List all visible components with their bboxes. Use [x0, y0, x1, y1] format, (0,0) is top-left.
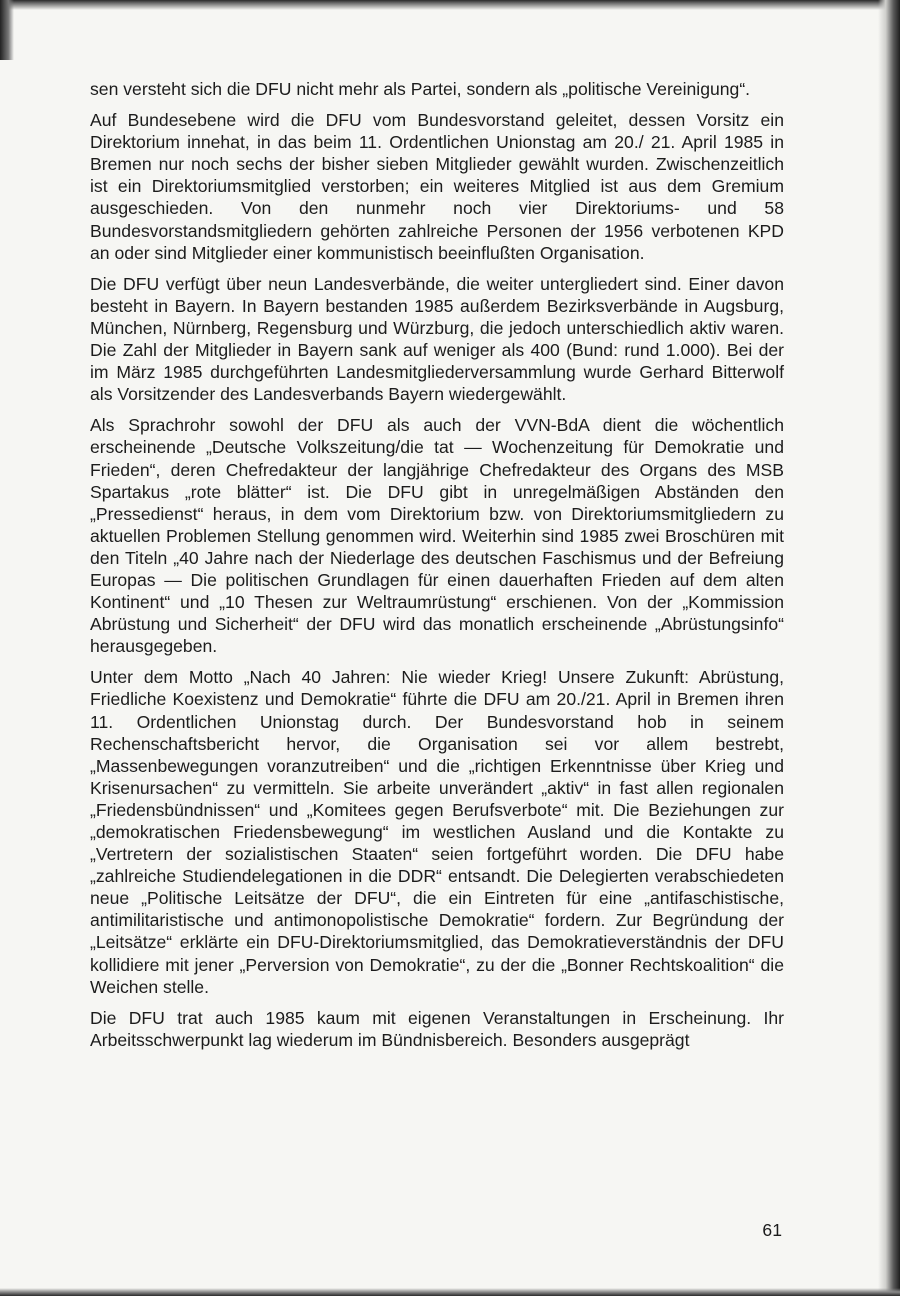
paragraph-bundesebene: Auf Bundesebene wird die DFU vom Bundesvorstand geleitet, dessen Vorsitz ein Direktorium innehat, in das beim 11. Ordentlichen Unionstag am 20./ 21. April 1985 in Bremen nur noch sechs der bisher sieben Mitglieder gewählt wurden. Zwischenzeitlich ist ein Direktoriumsmitglied verstorben; ein weiteres Mitglied ist aus dem Gremium ausgeschieden. Von den nunmehr noch vier Direktoriums- und 58 Bundesvorstandsmitgliedern gehörten zahlreiche Personen der 1956 verbotenen KPD an oder sind Mitglieder einer kommunistisch beeinflußten Organisation.	[90, 110, 784, 263]
paragraph-veranstaltungen: Die DFU trat auch 1985 kaum mit eigenen Veranstaltungen in Erscheinung. Ihr Arbeitsschwerpunkt lag wiederum im Bündnisbereich. Besonders ausgeprägt	[90, 1007, 784, 1050]
paragraph-landesverbaende: Die DFU verfügt über neun Landesverbände, die weiter untergliedert sind. Einer davon besteht in Bayern. In Bayern bestanden 1985 außerdem Bezirksverbände in Augsburg, München, Nürnberg, Regensburg und Würzburg, die jedoch unterschiedlich aktiv waren. Die Zahl der Mitglieder in Bayern sank auf weniger als 400 (Bund: rund 1.000). Bei der im März 1985 durchgeführten Landesmitgliederversammlung wurde Gerhard Bitterwolf als Vorsitzender des Landesverbands Bayern wiedergewählt.	[90, 273, 784, 405]
page-number: 61	[762, 1220, 782, 1240]
scan-shadow-bottom	[0, 1288, 900, 1296]
paragraph-continuation: sen versteht sich die DFU nicht mehr als Partei, sondern als „politische Vereinigung“.	[90, 79, 751, 99]
paragraph-sprachrohr: Als Sprachrohr sowohl der DFU als auch der VVN-BdA dient die wöchentlich erscheinende „Deutsche Volkszeitung/die tat — Wochenzeitung für Demokratie und Frieden“, deren Chefredakteur der langjährige Chefredakteur des Organs des MSB Spartakus „rote blätter“ ist. Die DFU gibt in unregelmäßigen Abständen den „Pressedienst“ heraus, in dem vom Direktorium bzw. von Direktoriumsmitgliedern zu aktuellen Problemen Stellung genommen wird. Weiterhin sind 1985 zwei Broschüren mit den Titeln „40 Jahre nach der Niederlage des deutschen Faschismus und der Befreiung Europas — Die politischen Grundlagen für einen dauerhaften Frieden auf dem alten Kontinent“ und „10 Thesen zur Weltraumrüstung“ erschienen. Von der „Kommission Abrüstung und Sicherheit“ der DFU wird das monatlich erscheinende „Abrüstungsinfo“ herausgegeben.	[90, 415, 784, 657]
paragraph-unionstag: Unter dem Motto „Nach 40 Jahren: Nie wieder Krieg! Unsere Zukunft: Abrüstung, Friedliche Koexistenz und Demokratie“ führte die DFU am 20./21. April in Bremen ihren 11. Ordentlichen Unionstag durch. Der Bundesvorstand hob in seinem Rechenschaftsbericht hervor, die Organisation sei vor allem bestrebt, „Massenbewegungen voranzutreiben“ und die „richtigen Erkenntnisse über Krieg und Krisenursachen“ zu vermitteln. Sie arbeite unverändert „aktiv“ in fast allen regionalen „Friedensbündnissen“ und „Komitees gegen Berufsverbote“ mit. Die Beziehungen zur „demokratischen Friedensbewegung“ im westlichen Ausland und die Kontakte zu „Vertretern der sozialistischen Staaten“ seien fortgeführt worden. Die DFU habe „zahlreiche Studiendelegationen in die DDR“ entsandt. Die Delegierten verabschiedeten neue „Politische Leitsätze der DFU“, die ein Eintreten für eine „antifaschistische, antimilitaristische und antimonopolistische Demokratie“ fordern. Zur Begründung der „Leitsätze“ erklärte ein DFU-Direktoriumsmitglied, das Demokratieverständnis der DFU kollidiere mit jener „Perversion von Demokratie“, zu der die „Bonner Rechtskoalition“ die Weichen stelle.	[90, 667, 784, 997]
scan-shadow-right	[878, 0, 900, 1296]
scan-shadow-top	[0, 0, 900, 10]
page-body	[90, 78, 784, 1060]
scan-shadow-left	[0, 0, 14, 60]
